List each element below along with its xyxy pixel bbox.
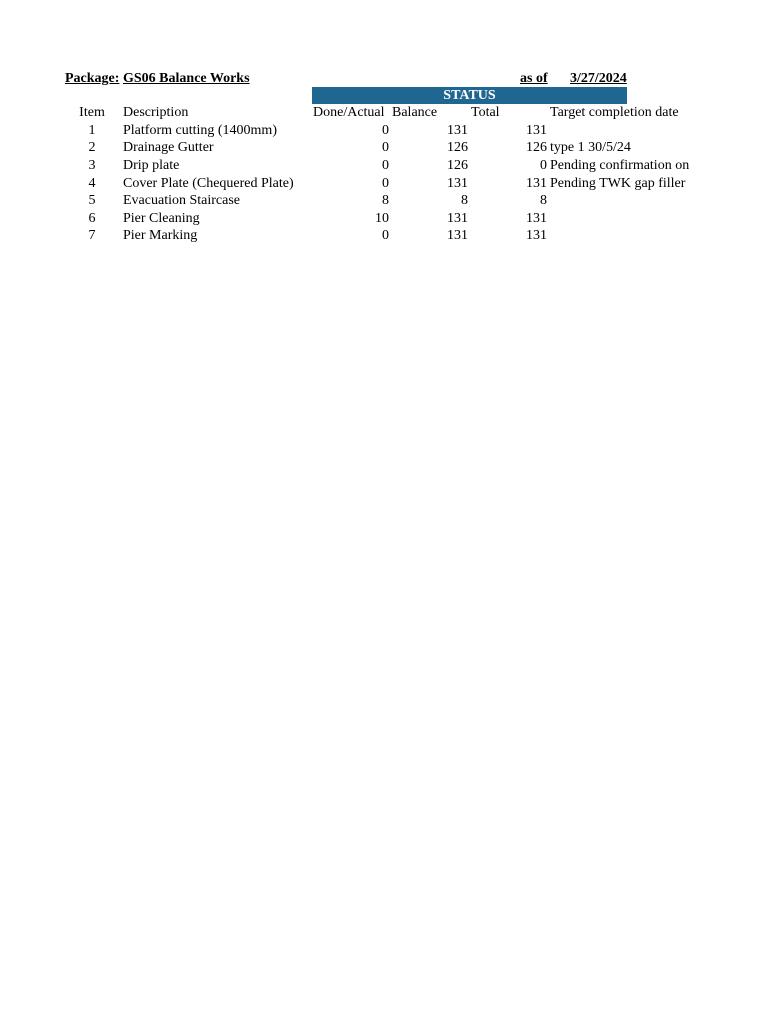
as-of-label: as of [520, 71, 548, 86]
item-description: Evacuation Staircase [123, 193, 241, 208]
table-row [0, 175, 768, 192]
done-value: 0 [382, 123, 389, 138]
balance-value: 126 [447, 140, 468, 155]
table-row [0, 157, 768, 174]
item-description: Cover Plate (Chequered Plate) [123, 176, 294, 191]
column-header-item: Item [79, 105, 105, 120]
item-description: Pier Cleaning [123, 211, 200, 226]
target-value: Pending TWK gap filler [550, 176, 686, 191]
table-row [0, 192, 768, 209]
column-header-description: Description [123, 105, 189, 120]
total-value: 8 [540, 193, 547, 208]
item-number: 5 [88, 193, 96, 208]
balance-value: 131 [447, 228, 468, 243]
item-number: 1 [88, 123, 96, 138]
package-name: GS06 Balance Works [123, 71, 250, 86]
total-value: 131 [526, 228, 547, 243]
done-value: 0 [382, 228, 389, 243]
done-value: 10 [375, 211, 389, 226]
balance-value: 131 [447, 211, 468, 226]
total-value: 0 [540, 158, 547, 173]
balance-value: 126 [447, 158, 468, 173]
table-row [0, 139, 768, 156]
table-row [0, 210, 768, 227]
column-header-total: Total [471, 105, 500, 120]
done-value: 0 [382, 140, 389, 155]
total-value: 131 [526, 211, 547, 226]
column-header-row [0, 104, 768, 121]
target-value: type 1 30/5/24 [550, 140, 631, 155]
balance-value: 131 [447, 176, 468, 191]
item-description: Drip plate [123, 158, 180, 173]
item-number: 4 [88, 176, 96, 191]
target-value: Pending confirmation on [550, 158, 690, 173]
item-description: Platform cutting (1400mm) [123, 123, 277, 138]
item-number: 7 [88, 228, 96, 243]
table-row [0, 227, 768, 244]
balance-value: 131 [447, 123, 468, 138]
item-number: 3 [88, 158, 96, 173]
done-value: 8 [382, 193, 389, 208]
total-value: 126 [526, 140, 547, 155]
table-row [0, 122, 768, 139]
item-number: 2 [88, 140, 96, 155]
balance-value: 8 [461, 193, 468, 208]
status-header: STATUS [312, 87, 627, 104]
item-description: Drainage Gutter [123, 140, 214, 155]
done-value: 0 [382, 176, 389, 191]
item-description: Pier Marking [123, 228, 198, 243]
column-header-target: Target completion date [550, 105, 679, 120]
total-value: 131 [526, 123, 547, 138]
column-header-done: Done/Actual [313, 105, 385, 120]
item-number: 6 [88, 211, 96, 226]
total-value: 131 [526, 176, 547, 191]
done-value: 0 [382, 158, 389, 173]
package-label: Package: [65, 71, 120, 86]
as-of-date: 3/27/2024 [570, 71, 627, 86]
column-header-balance: Balance [392, 105, 438, 120]
